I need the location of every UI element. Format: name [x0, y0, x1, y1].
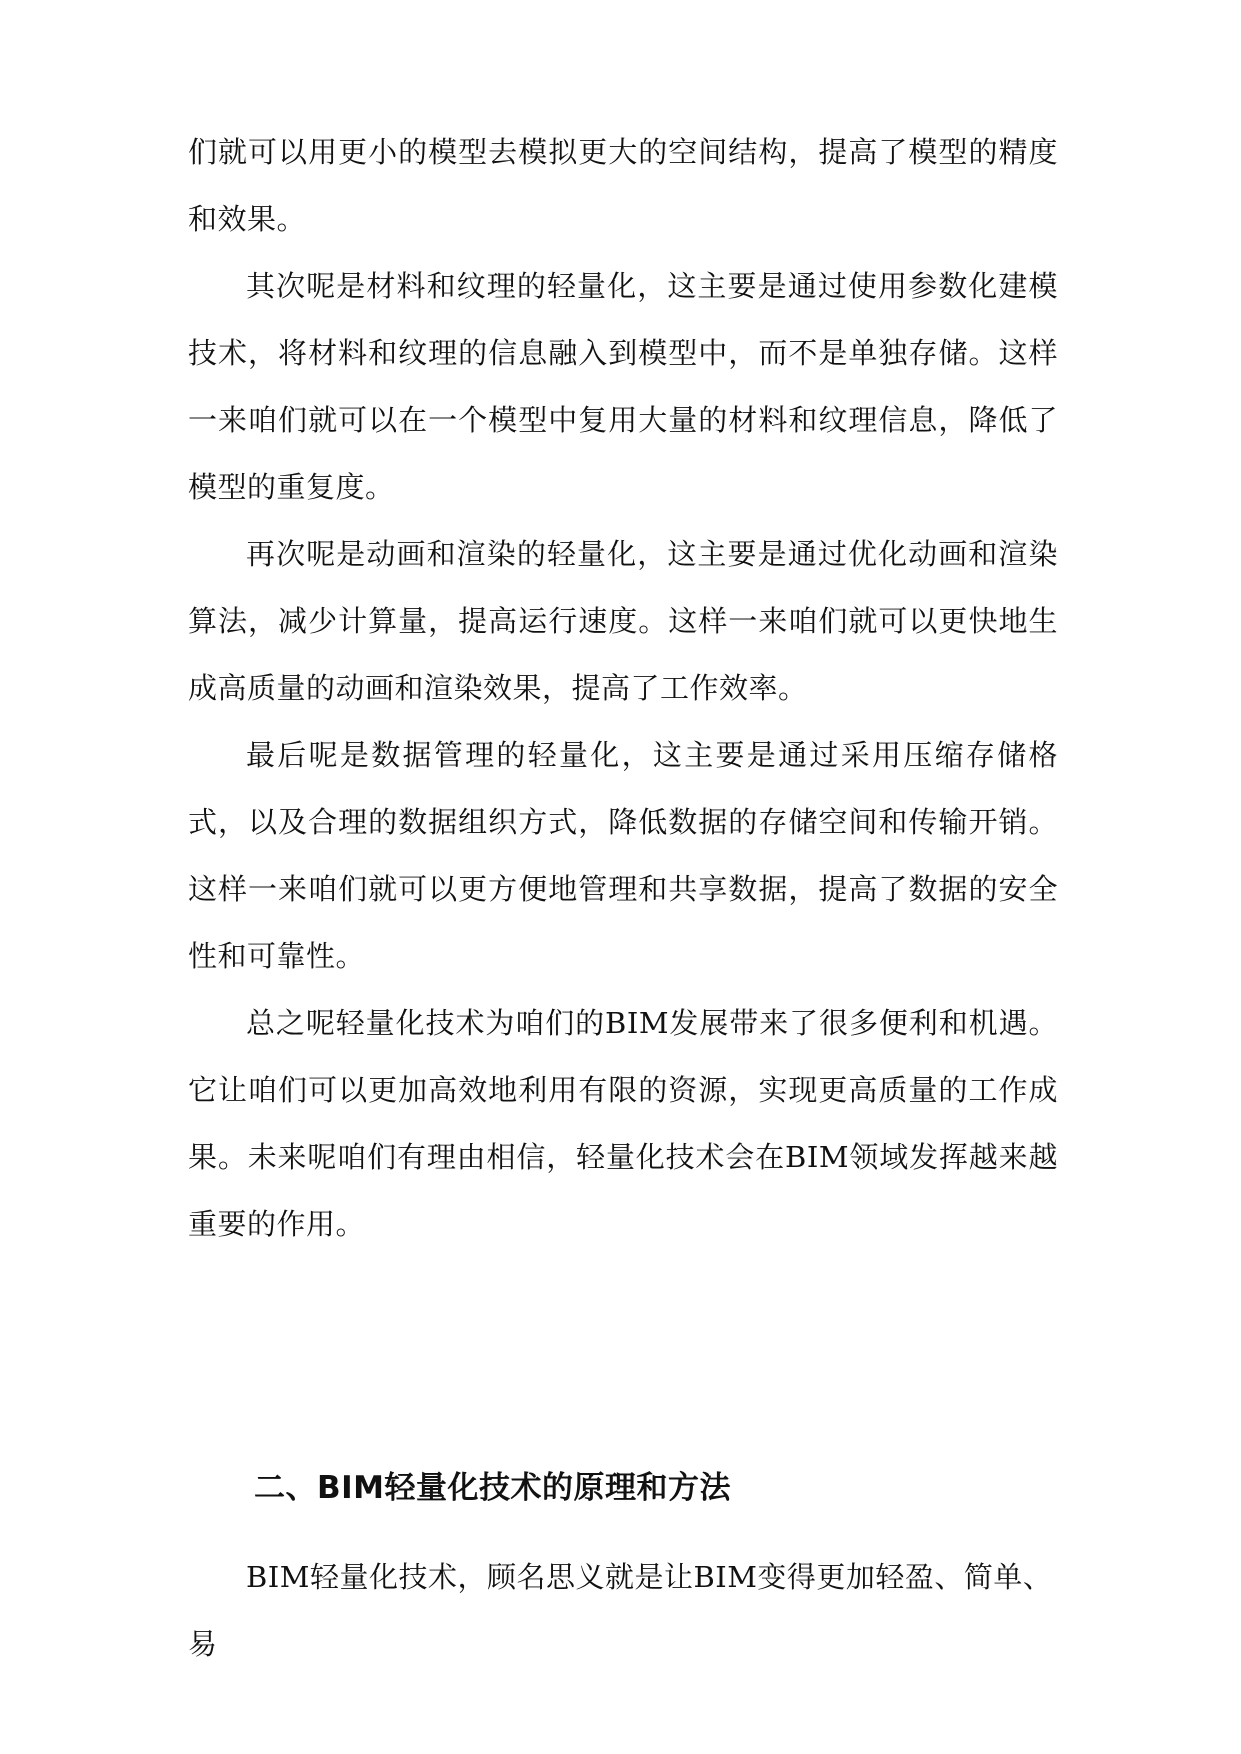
paragraph-summary: 总之呢轻量化技术为咱们的BIM发展带来了很多便利和机遇。它让咱们可以更加高效地利用有限的资源，实现更高质量的工作成果。未来呢咱们有理由相信，轻量化技术会在BIM领域发挥越来越重要的作用。	[188, 1006, 1058, 1241]
paragraph-continued: 们就可以用更小的模型去模拟更大的空间结构，提高了模型的精度和效果。	[188, 135, 1058, 236]
paragraph-data-management: 最后呢是数据管理的轻量化，这主要是通过采用压缩存储格式，以及合理的数据组织方式，降低数据的存储空间和传输开销。这样一来咱们就可以更方便地管理和共享数据，提高了数据的安全性和可靠性。	[188, 738, 1058, 973]
section-first-paragraph: BIM轻量化技术，顾名思义就是让BIM变得更加轻盈、简单、易	[188, 1560, 1053, 1661]
paragraph-materials: 其次呢是材料和纹理的轻量化，这主要是通过使用参数化建模技术，将材料和纹理的信息融入到模型中，而不是单独存储。这样一来咱们就可以在一个模型中复用大量的材料和纹理信息，降低了模型的重复度。	[188, 269, 1058, 504]
body-text	[188, 119, 1058, 1258]
section-heading: 二、BIM轻量化技术的原理和方法	[254, 1470, 732, 1506]
paragraph-animation: 再次呢是动画和渲染的轻量化，这主要是通过优化动画和渲染算法，减少计算量，提高运行速度。这样一来咱们就可以更快地生成高质量的动画和渲染效果，提高了工作效率。	[188, 537, 1058, 705]
